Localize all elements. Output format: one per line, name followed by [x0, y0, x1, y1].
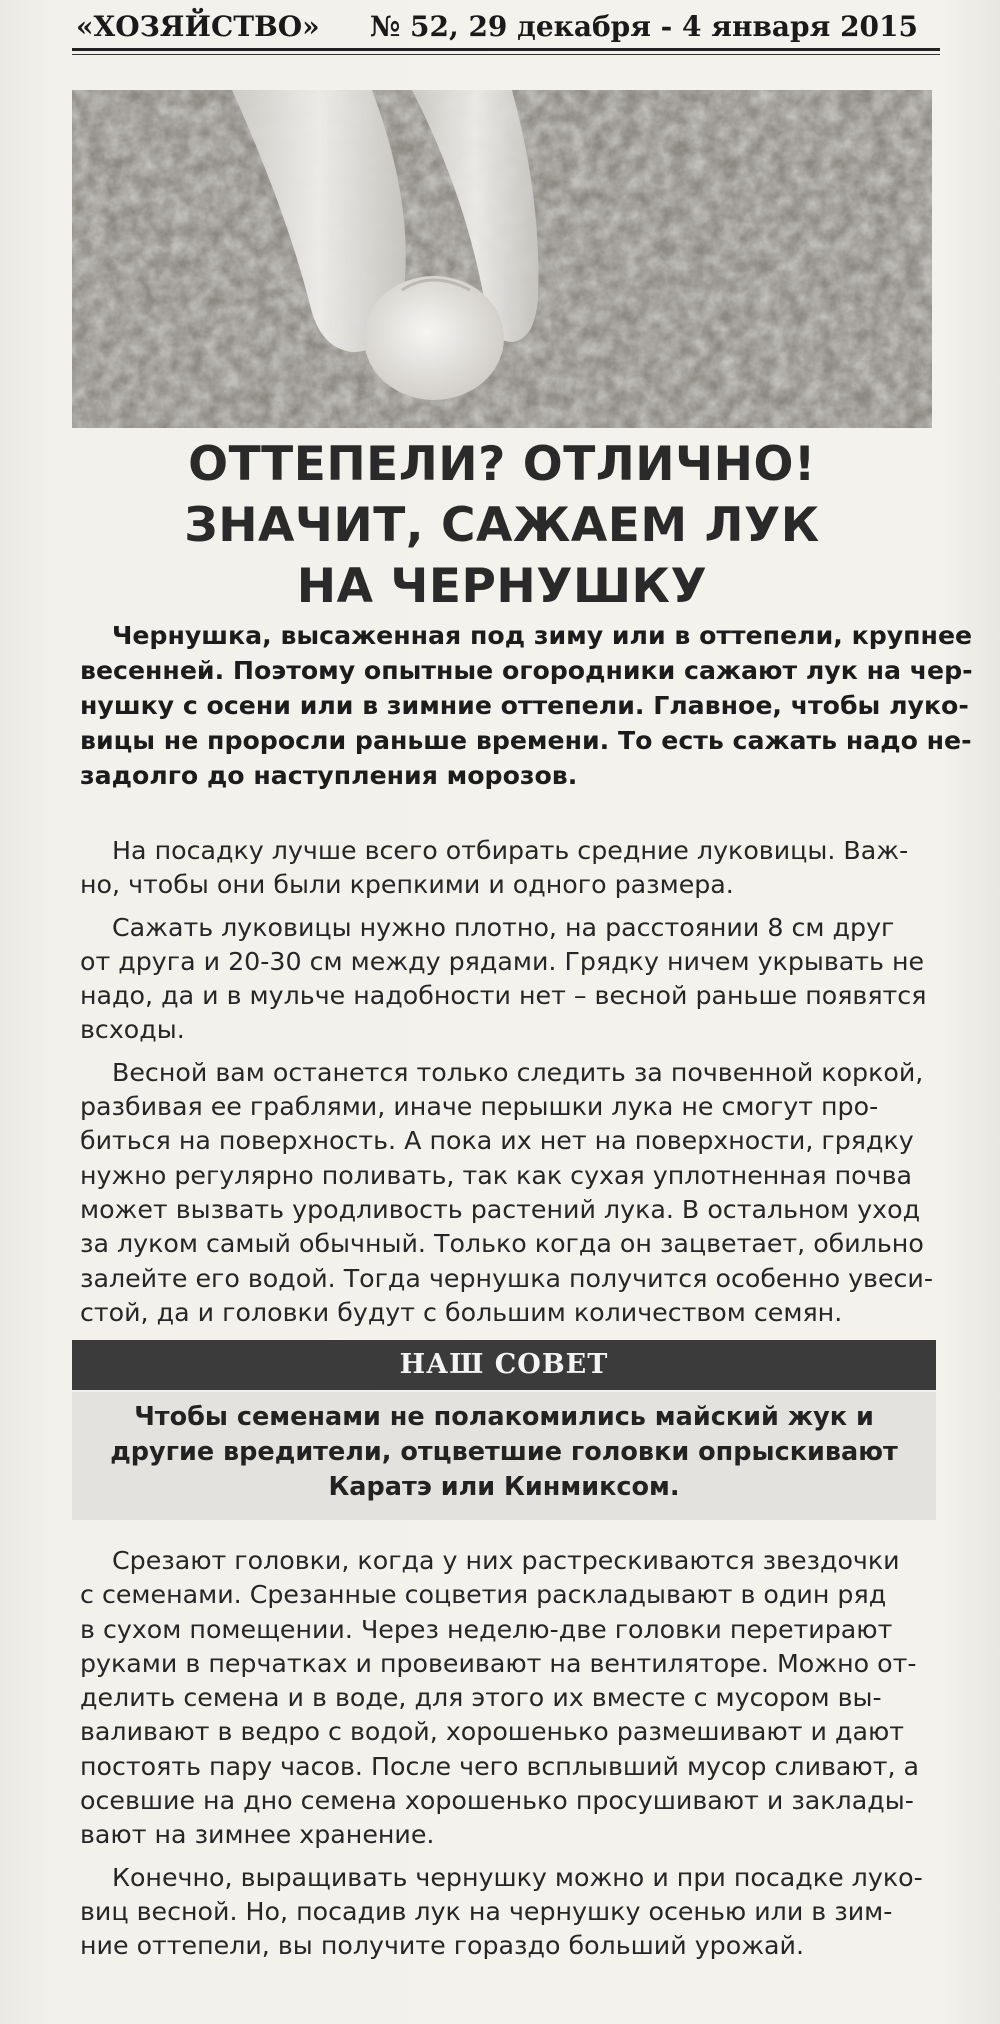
- body-line: Конечно, выращивать чернушку можно и при посадке луко-: [112, 1862, 923, 1892]
- article-body-part1: [80, 834, 936, 1330]
- body-line: но, чтобы они были крепкими и одного размера.: [80, 870, 734, 900]
- lead-line: задолго до наступления морозов.: [80, 761, 578, 790]
- header-rule: [72, 48, 940, 51]
- body-line: биться на поверхность. А пока их нет на поверхности, грядку: [80, 1126, 914, 1156]
- body-line: всходы.: [80, 1015, 185, 1045]
- body-line: стой, да и головки будут с большим количеством семян.: [80, 1297, 843, 1327]
- body-line: надо, да и в мульче надобности нет – весной раньше появятся: [80, 981, 927, 1011]
- lead-line: Чернушка, высаженная под зиму или в оттепели, крупнее: [112, 621, 973, 650]
- article-body-part2: [80, 1544, 936, 1964]
- body-line: может вызвать уродливость растений лука. В остальном уход: [80, 1194, 921, 1224]
- body-line: валивают в ведро с водой, хорошенько размешивают и дают: [80, 1717, 904, 1747]
- body-line: Сажать луковицы нужно плотно, на расстоянии 8 см друг: [112, 912, 895, 942]
- masthead: [72, 8, 940, 48]
- headline-line: ОТТЕПЕЛИ? ОТЛИЧНО!: [188, 437, 816, 492]
- body-line: вают на зимнее хранение.: [80, 1820, 435, 1850]
- lead-line: весенней. Поэтому опытные огородники сажают лук на чер-: [80, 656, 973, 685]
- body-line: руками в перчатках и провеивают на вентиляторе. Можно от-: [80, 1648, 917, 1678]
- header-rule-thin: [72, 54, 940, 55]
- advice-line: Чтобы семенами не полакомились майский жук и: [134, 1402, 874, 1432]
- body-line: постоять пару часов. После чего всплывший мусор сливают, а: [80, 1751, 920, 1781]
- body-line: делить семена и в воде, для этого их вместе с мусором вы-: [80, 1683, 882, 1713]
- body-line: от друга и 20-30 см между рядами. Грядку ничем укрывать не: [80, 946, 925, 976]
- body-line: разбивая ее граблями, иначе перышки лука не смогут про-: [80, 1092, 879, 1122]
- body-line: нужно регулярно поливать, так как сухая уплотненная почва: [80, 1160, 912, 1190]
- newspaper-name: «ХОЗЯЙСТВО»: [76, 10, 320, 43]
- advice-title: НАШ СОВЕТ: [72, 1340, 936, 1390]
- body-line: за луком самый обычный. Только когда он зацветает, обильно: [80, 1229, 924, 1259]
- body-line: виц весной. Но, посадив лук на чернушку осенью или в зим-: [80, 1896, 893, 1926]
- advice-text: [72, 1400, 936, 1505]
- body-line: в сухом помещении. Через неделю-две головки перетирают: [80, 1614, 893, 1644]
- body-line: залейте его водой. Тогда чернушка получится особенно увеси-: [80, 1263, 934, 1293]
- advice-line: другие вредители, отцветшие головки опрыскивают: [110, 1437, 898, 1467]
- headline-line: НА ЧЕРНУШКУ: [296, 559, 708, 614]
- lead-line: вицы не проросли раньше времени. То есть сажать надо не-: [80, 726, 972, 755]
- body-line: Весной вам останется только следить за почвенной коркой,: [112, 1057, 924, 1087]
- headline-line: ЗНАЧИТ, САЖАЕМ ЛУК: [184, 498, 820, 553]
- body-line: Срезают головки, когда у них растрескиваются звездочки: [112, 1546, 900, 1575]
- issue-info: № 52, 29 декабря - 4 января 2015: [369, 10, 918, 43]
- body-line: На посадку лучше всего отбирать средние луковицы. Важ-: [112, 836, 909, 865]
- body-line: ние оттепели, вы получите гораздо больший урожай.: [80, 1931, 804, 1961]
- advice-line: Каратэ или Кинмиксом.: [328, 1472, 680, 1502]
- fingers-planting-onion-set-icon: [72, 90, 932, 428]
- article-lead: [80, 618, 973, 793]
- article-headline: [72, 434, 932, 617]
- body-line: с семенами. Срезанные соцветия раскладывают в один ряд: [80, 1580, 887, 1610]
- lead-line: нушку с осени или в зимние оттепели. Главное, чтобы лукo-: [80, 691, 969, 720]
- body-line: осевшие на дно семена хорошенько просушивают и заклады-: [80, 1786, 914, 1816]
- article-photo: [72, 90, 932, 428]
